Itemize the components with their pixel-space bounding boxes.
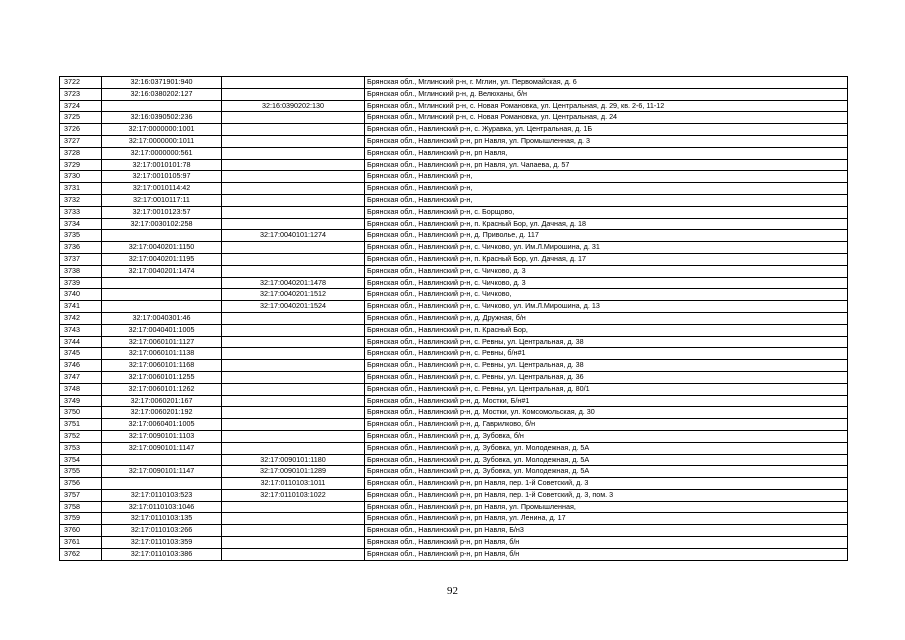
address-cell: Брянская обл., Навлинский р-н, д. Мостки, ул. Комсомольская, д. 30: [365, 407, 848, 419]
table-row: [60, 383, 848, 395]
related-cadastral-number-cell: [222, 171, 365, 183]
cadastral-number-cell: 32:17:0060201:167: [102, 395, 222, 407]
table-row: [60, 77, 848, 89]
row-number-cell: 3757: [60, 489, 102, 501]
table-row: [60, 513, 848, 525]
address-cell: Брянская обл., Навлинский р-н, с. Журавка, ул. Центральная, д. 1Б: [365, 124, 848, 136]
table-row: [60, 218, 848, 230]
cadastral-number-cell: [102, 100, 222, 112]
cadastral-number-cell: [102, 454, 222, 466]
table-row: [60, 419, 848, 431]
address-cell: Брянская обл., Навлинский р-н, с. Ревны, б/н#1: [365, 348, 848, 360]
row-number-cell: 3752: [60, 430, 102, 442]
related-cadastral-number-cell: [222, 147, 365, 159]
related-cadastral-number-cell: 32:17:0040201:1512: [222, 289, 365, 301]
table-row: [60, 100, 848, 112]
row-number-cell: 3738: [60, 265, 102, 277]
address-cell: Брянская обл., Навлинский р-н, рп Навля,: [365, 147, 848, 159]
table-row: [60, 336, 848, 348]
address-cell: Брянская обл., Навлинский р-н, п. Красный Бор,: [365, 324, 848, 336]
row-number-cell: 3753: [60, 442, 102, 454]
address-cell: Брянская обл., Навлинский р-н,: [365, 194, 848, 206]
cadastral-number-cell: 32:17:0010117:11: [102, 194, 222, 206]
address-cell: Брянская обл., Мглинский р-н, д. Велюханы, б/н: [365, 88, 848, 100]
table-row: [60, 348, 848, 360]
cadastral-number-cell: 32:17:0110103:135: [102, 513, 222, 525]
table-row: [60, 324, 848, 336]
related-cadastral-number-cell: 32:16:0390202:130: [222, 100, 365, 112]
cadastral-number-cell: 32:17:0040201:1195: [102, 253, 222, 265]
cadastral-number-cell: [102, 289, 222, 301]
cadastral-number-cell: 32:17:0000000:561: [102, 147, 222, 159]
row-number-cell: 3751: [60, 419, 102, 431]
table-row: [60, 466, 848, 478]
table-row: [60, 501, 848, 513]
table-row: [60, 430, 848, 442]
cadastral-number-cell: 32:16:0371901:940: [102, 77, 222, 89]
row-number-cell: 3739: [60, 277, 102, 289]
row-number-cell: 3725: [60, 112, 102, 124]
related-cadastral-number-cell: [222, 253, 365, 265]
address-cell: Брянская обл., Навлинский р-н, с. Ревны, ул. Центральная, д. 38: [365, 336, 848, 348]
table-row: [60, 230, 848, 242]
address-cell: Брянская обл., Навлинский р-н, рп Навля, Б/н3: [365, 525, 848, 537]
row-number-cell: 3742: [60, 312, 102, 324]
page-number: 92: [447, 585, 458, 597]
registry-table-body: [60, 77, 848, 561]
row-number-cell: 3733: [60, 206, 102, 218]
table-row: [60, 478, 848, 490]
address-cell: Брянская обл., Навлинский р-н, рп Навля, ул. Промышленная,: [365, 501, 848, 513]
cadastral-number-cell: 32:17:0060101:1255: [102, 371, 222, 383]
related-cadastral-number-cell: [222, 135, 365, 147]
table-row: [60, 537, 848, 549]
address-cell: Брянская обл., Навлинский р-н, д. Мостки, Б/н#1: [365, 395, 848, 407]
related-cadastral-number-cell: [222, 265, 365, 277]
address-cell: Брянская обл., Навлинский р-н, рп Навля, ул. Промышленная, д. 3: [365, 135, 848, 147]
row-number-cell: 3761: [60, 537, 102, 549]
row-number-cell: 3754: [60, 454, 102, 466]
row-number-cell: 3726: [60, 124, 102, 136]
address-cell: Брянская обл., Навлинский р-н, рп Навля, ул. Чапаева, д. 57: [365, 159, 848, 171]
address-cell: Брянская обл., Навлинский р-н, с. Чичково, д. 3: [365, 277, 848, 289]
cadastral-number-cell: 32:17:0110103:266: [102, 525, 222, 537]
cadastral-number-cell: [102, 478, 222, 490]
cadastral-number-cell: 32:17:0040301:46: [102, 312, 222, 324]
cadastral-number-cell: 32:17:0010101:78: [102, 159, 222, 171]
related-cadastral-number-cell: [222, 537, 365, 549]
related-cadastral-number-cell: [222, 218, 365, 230]
cadastral-number-cell: 32:17:0010123:57: [102, 206, 222, 218]
related-cadastral-number-cell: 32:17:0090101:1289: [222, 466, 365, 478]
table-row: [60, 454, 848, 466]
table-row: [60, 242, 848, 254]
address-cell: Брянская обл., Навлинский р-н, д. Приволье, д. 117: [365, 230, 848, 242]
table-row: [60, 194, 848, 206]
related-cadastral-number-cell: [222, 312, 365, 324]
address-cell: Брянская обл., Навлинский р-н, с. Ревны, ул. Центральная, д. 38: [365, 360, 848, 372]
address-cell: Брянская обл., Навлинский р-н, с. Чичково, ул. Им.Л.Мирошина, д. 31: [365, 242, 848, 254]
table-row: [60, 253, 848, 265]
row-number-cell: 3743: [60, 324, 102, 336]
table-row: [60, 371, 848, 383]
cadastral-number-cell: 32:17:0110103:1046: [102, 501, 222, 513]
cadastral-number-cell: 32:17:0040201:1474: [102, 265, 222, 277]
row-number-cell: 3746: [60, 360, 102, 372]
table-row: [60, 312, 848, 324]
address-cell: Брянская обл., Навлинский р-н, д. Гаврилково, б/н: [365, 419, 848, 431]
row-number-cell: 3762: [60, 548, 102, 560]
row-number-cell: 3729: [60, 159, 102, 171]
related-cadastral-number-cell: [222, 112, 365, 124]
related-cadastral-number-cell: 32:17:0040201:1524: [222, 301, 365, 313]
address-cell: Брянская обл., Навлинский р-н, с. Ревны, ул. Центральная, д. 80/1: [365, 383, 848, 395]
address-cell: Брянская обл., Навлинский р-н, п. Красный Бор, ул. Дачная, д. 18: [365, 218, 848, 230]
row-number-cell: 3758: [60, 501, 102, 513]
table-row: [60, 135, 848, 147]
table-row: [60, 489, 848, 501]
row-number-cell: 3747: [60, 371, 102, 383]
table-row: [60, 407, 848, 419]
row-number-cell: 3745: [60, 348, 102, 360]
cadastral-number-cell: 32:17:0040201:1150: [102, 242, 222, 254]
cadastral-number-cell: [102, 230, 222, 242]
table-row: [60, 112, 848, 124]
table-row: [60, 183, 848, 195]
cadastral-number-cell: 32:17:0110103:359: [102, 537, 222, 549]
related-cadastral-number-cell: 32:17:0090101:1180: [222, 454, 365, 466]
related-cadastral-number-cell: [222, 513, 365, 525]
related-cadastral-number-cell: 32:17:0110103:1011: [222, 478, 365, 490]
related-cadastral-number-cell: [222, 383, 365, 395]
related-cadastral-number-cell: [222, 194, 365, 206]
row-number-cell: 3748: [60, 383, 102, 395]
cadastral-number-cell: 32:17:0000000:1001: [102, 124, 222, 136]
related-cadastral-number-cell: [222, 124, 365, 136]
address-cell: Брянская обл., Навлинский р-н, рп Навля, б/н: [365, 548, 848, 560]
cadastral-number-cell: 32:17:0110103:386: [102, 548, 222, 560]
cadastral-number-cell: 32:17:0060201:192: [102, 407, 222, 419]
row-number-cell: 3722: [60, 77, 102, 89]
row-number-cell: 3732: [60, 194, 102, 206]
address-cell: Брянская обл., Мглинский р-н, с. Новая Романовка, ул. Центральная, д. 29, кв. 2-6, 11-12: [365, 100, 848, 112]
cadastral-number-cell: 32:17:0010105:97: [102, 171, 222, 183]
row-number-cell: 3744: [60, 336, 102, 348]
registry-table-container: [59, 76, 847, 561]
address-cell: Брянская обл., Навлинский р-н,: [365, 171, 848, 183]
table-row: [60, 525, 848, 537]
address-cell: Брянская обл., Мглинский р-н, г. Мглин, ул. Первомайская, д. 6: [365, 77, 848, 89]
table-row: [60, 360, 848, 372]
cadastral-number-cell: 32:16:0380202:127: [102, 88, 222, 100]
cadastral-number-cell: [102, 301, 222, 313]
related-cadastral-number-cell: [222, 442, 365, 454]
related-cadastral-number-cell: [222, 206, 365, 218]
address-cell: Брянская обл., Навлинский р-н, с. Ревны, ул. Центральная, д. 36: [365, 371, 848, 383]
cadastral-number-cell: 32:17:0090101:1147: [102, 466, 222, 478]
address-cell: Брянская обл., Навлинский р-н, с. Борщово,: [365, 206, 848, 218]
related-cadastral-number-cell: [222, 548, 365, 560]
related-cadastral-number-cell: [222, 407, 365, 419]
table-row: [60, 206, 848, 218]
cadastral-number-cell: 32:17:0060101:1168: [102, 360, 222, 372]
related-cadastral-number-cell: [222, 395, 365, 407]
row-number-cell: 3736: [60, 242, 102, 254]
cadastral-number-cell: 32:17:0060101:1138: [102, 348, 222, 360]
related-cadastral-number-cell: [222, 324, 365, 336]
table-row: [60, 171, 848, 183]
cadastral-number-cell: 32:17:0110103:523: [102, 489, 222, 501]
row-number-cell: 3737: [60, 253, 102, 265]
table-row: [60, 265, 848, 277]
related-cadastral-number-cell: [222, 360, 365, 372]
related-cadastral-number-cell: [222, 183, 365, 195]
address-cell: Брянская обл., Навлинский р-н, рп Навля, пер. 1-й Советский, д. 3: [365, 478, 848, 490]
table-row: [60, 395, 848, 407]
row-number-cell: 3749: [60, 395, 102, 407]
table-row: [60, 124, 848, 136]
row-number-cell: 3759: [60, 513, 102, 525]
row-number-cell: 3741: [60, 301, 102, 313]
cadastral-number-cell: 32:17:0010114:42: [102, 183, 222, 195]
related-cadastral-number-cell: 32:17:0040101:1274: [222, 230, 365, 242]
related-cadastral-number-cell: [222, 525, 365, 537]
row-number-cell: 3735: [60, 230, 102, 242]
related-cadastral-number-cell: [222, 242, 365, 254]
row-number-cell: 3756: [60, 478, 102, 490]
table-row: [60, 147, 848, 159]
related-cadastral-number-cell: 32:17:0110103:1022: [222, 489, 365, 501]
cadastral-number-cell: 32:16:0390502:236: [102, 112, 222, 124]
cadastral-number-cell: 32:17:0030102:258: [102, 218, 222, 230]
address-cell: Брянская обл., Навлинский р-н, д. Зубовка, б/н: [365, 430, 848, 442]
related-cadastral-number-cell: [222, 336, 365, 348]
address-cell: Брянская обл., Навлинский р-н,: [365, 183, 848, 195]
row-number-cell: 3723: [60, 88, 102, 100]
cadastral-number-cell: 32:17:0040401:1005: [102, 324, 222, 336]
table-row: [60, 548, 848, 560]
cadastral-number-cell: 32:17:0000000:1011: [102, 135, 222, 147]
cadastral-number-cell: 32:17:0060401:1005: [102, 419, 222, 431]
related-cadastral-number-cell: [222, 371, 365, 383]
address-cell: Брянская обл., Мглинский р-н, с. Новая Романовка, ул. Центральная, д. 24: [365, 112, 848, 124]
table-row: [60, 301, 848, 313]
cadastral-number-cell: 32:17:0060101:1127: [102, 336, 222, 348]
row-number-cell: 3724: [60, 100, 102, 112]
cadastral-number-cell: [102, 277, 222, 289]
row-number-cell: 3728: [60, 147, 102, 159]
row-number-cell: 3750: [60, 407, 102, 419]
related-cadastral-number-cell: [222, 419, 365, 431]
cadastral-number-cell: 32:17:0060101:1262: [102, 383, 222, 395]
table-row: [60, 159, 848, 171]
related-cadastral-number-cell: 32:17:0040201:1478: [222, 277, 365, 289]
address-cell: Брянская обл., Навлинский р-н, д. Зубовка, ул. Молодежная, д. 5А: [365, 466, 848, 478]
address-cell: Брянская обл., Навлинский р-н, с. Чичково, д. 3: [365, 265, 848, 277]
address-cell: Брянская обл., Навлинский р-н, п. Красный Бор, ул. Дачная, д. 17: [365, 253, 848, 265]
related-cadastral-number-cell: [222, 430, 365, 442]
address-cell: Брянская обл., Навлинский р-н, рп Навля, ул. Ленина, д. 17: [365, 513, 848, 525]
related-cadastral-number-cell: [222, 348, 365, 360]
table-row: [60, 442, 848, 454]
address-cell: Брянская обл., Навлинский р-н, рп Навля, пер. 1-й Советский, д. 3, пом. 3: [365, 489, 848, 501]
address-cell: Брянская обл., Навлинский р-н, д. Зубовка, ул. Молодежная, д. 5А: [365, 442, 848, 454]
row-number-cell: 3755: [60, 466, 102, 478]
address-cell: Брянская обл., Навлинский р-н, д. Зубовка, ул. Молодежная, д. 5А: [365, 454, 848, 466]
related-cadastral-number-cell: [222, 77, 365, 89]
row-number-cell: 3730: [60, 171, 102, 183]
table-row: [60, 277, 848, 289]
table-row: [60, 88, 848, 100]
row-number-cell: 3731: [60, 183, 102, 195]
cadastral-number-cell: 32:17:0090101:1147: [102, 442, 222, 454]
registry-table: [59, 76, 848, 561]
row-number-cell: 3727: [60, 135, 102, 147]
table-row: [60, 289, 848, 301]
row-number-cell: 3734: [60, 218, 102, 230]
row-number-cell: 3740: [60, 289, 102, 301]
address-cell: Брянская обл., Навлинский р-н, д. Дружная, б/н: [365, 312, 848, 324]
related-cadastral-number-cell: [222, 501, 365, 513]
row-number-cell: 3760: [60, 525, 102, 537]
address-cell: Брянская обл., Навлинский р-н, с. Чичково, ул. Им.Л.Мирошина, д. 13: [365, 301, 848, 313]
related-cadastral-number-cell: [222, 88, 365, 100]
cadastral-number-cell: 32:17:0090101:1103: [102, 430, 222, 442]
related-cadastral-number-cell: [222, 159, 365, 171]
address-cell: Брянская обл., Навлинский р-н, с. Чичково,: [365, 289, 848, 301]
address-cell: Брянская обл., Навлинский р-н, рп Навля, б/н: [365, 537, 848, 549]
